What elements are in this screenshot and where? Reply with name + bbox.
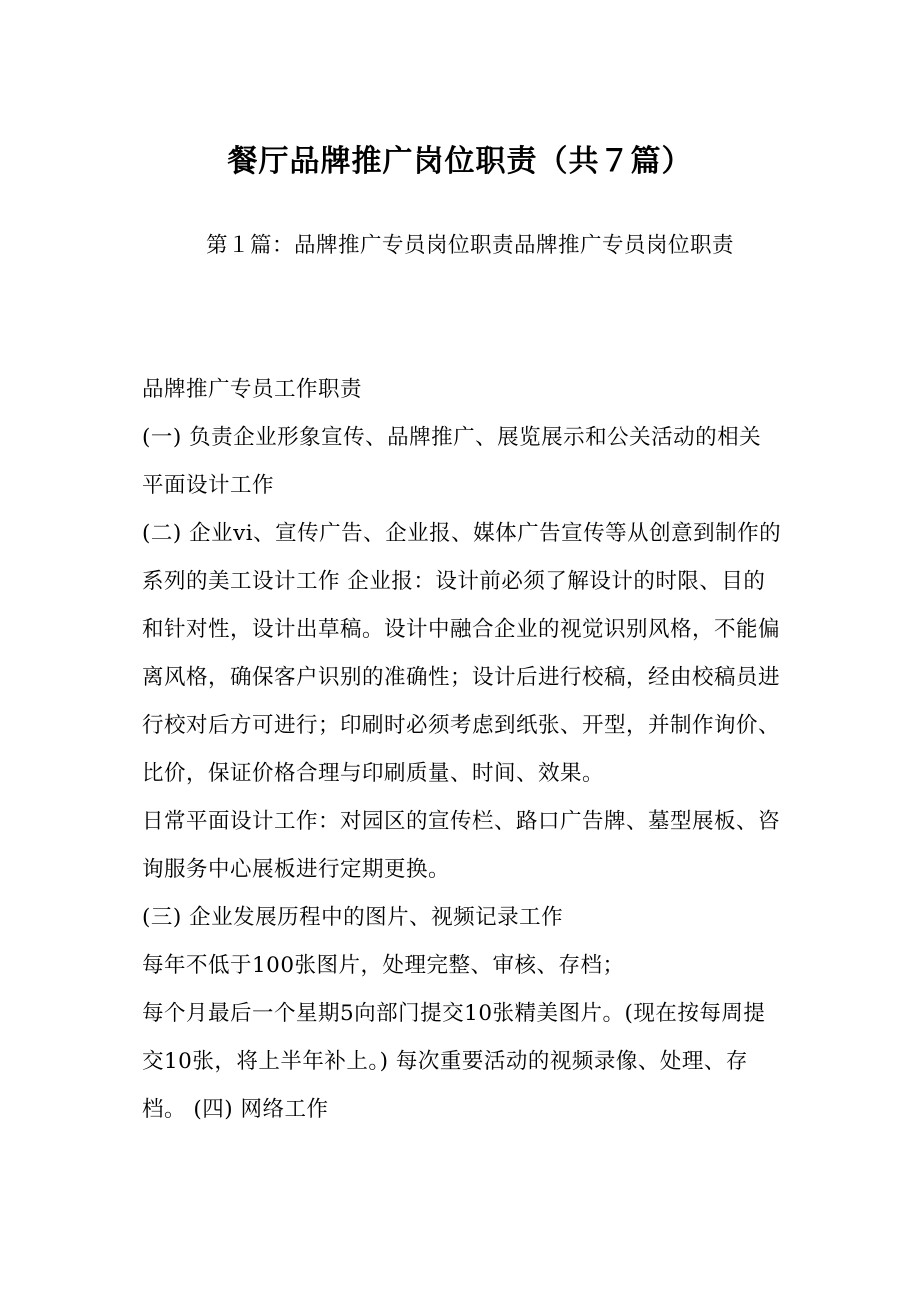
section-heading: 品牌推广专员工作职责	[142, 377, 363, 402]
paragraph-annual-photos: 每年不低于100张图片，处理完整、审核、存档；	[142, 953, 625, 978]
paragraph-duty-2: (二) 企业vi、宣传广告、企业报、媒体广告宣传等从创意到制作的系列的美工设计工作 企业报：设计前必须了解设计的时限、目的和针对性，设计出草稿。设计中融合企业的视觉识别风格，不能偏离风格，确保客户识别的准确性；设计后进行校稿，经由校稿员进行校对后方可进行；印刷时必须考虑到纸张、开型，并制作询价、比价，保证价格合理与印刷质量、时间、效果。	[142, 521, 782, 786]
paragraph-monthly-photos: 每个月最后一个星期5向部门提交10张精美图片。(现在按每周提交10张，将上半年补上。) 每次重要活动的视频录像、处理、存档。 (四) 网络工作	[142, 1001, 766, 1122]
paragraph-daily-design: 日常平面设计工作：对园区的宣传栏、路口广告牌、墓型展板、咨询服务中心展板进行定期更换。	[142, 809, 781, 882]
document-title: 餐厅品牌推广岗位职责（共７篇）	[227, 144, 693, 179]
paragraph-duty-1: (一) 负责企业形象宣传、品牌推广、展览展示和公关活动的相关平面设计工作	[142, 425, 762, 498]
intro-paragraph: 第１篇：品牌推广专员岗位职责品牌推广专员岗位职责	[206, 233, 735, 258]
paragraph-duty-3: (三) 企业发展历程中的图片、视频记录工作	[142, 905, 564, 930]
document-body	[142, 366, 782, 1134]
